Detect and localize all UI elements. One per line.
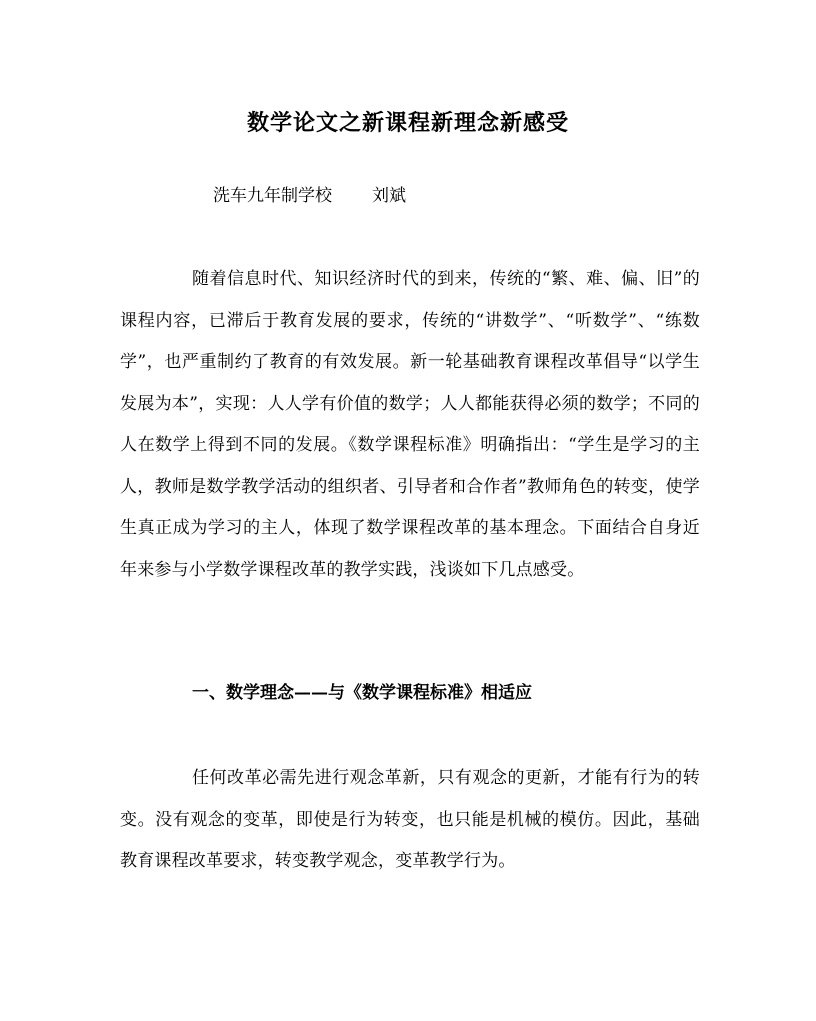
author-school: 洗车九年制学校 [213,186,332,206]
section-heading: 一、数学理念——与《数学课程标准》相适应 [192,683,532,703]
author-line [213,183,406,209]
document-title: 数学论文之新课程新理念新感受 [246,110,569,136]
body-paragraph: 任何改革必需先进行观念革新，只有观念的更新，才能有行为的转变。没有观念的变革，即使是行为转变，也只能是机械的模仿。因此，基础教育课程改革要求，转变教学观念，变革教学行为。 [120,768,700,871]
author-name: 刘斌 [372,186,406,206]
intro-paragraph: 随着信息时代、知识经济时代的到来，传统的“繁、难、偏、旧”的课程内容，已滞后于教育发展的要求，传统的“讲数学”、“听数学”、“练数学”，也严重制约了教育的有效发展。新一轮基础教育课程改革倡导“以学生发展为本”，实现：人人学有价值的数学；人人都能获得必须的数学；不同的人在数学上得到不同的发展。《数学课程标准》明确指出：“学生是学习的主人，教师是数学教学活动的组织者、引导者和合作者”教师角色的转变，使学生真正成为学习的主人，体现了数学课程改革的基本理念。下面结合自身近年来参与小学数学课程改革的教学实践，浅谈如下几点感受。 [120,269,700,580]
